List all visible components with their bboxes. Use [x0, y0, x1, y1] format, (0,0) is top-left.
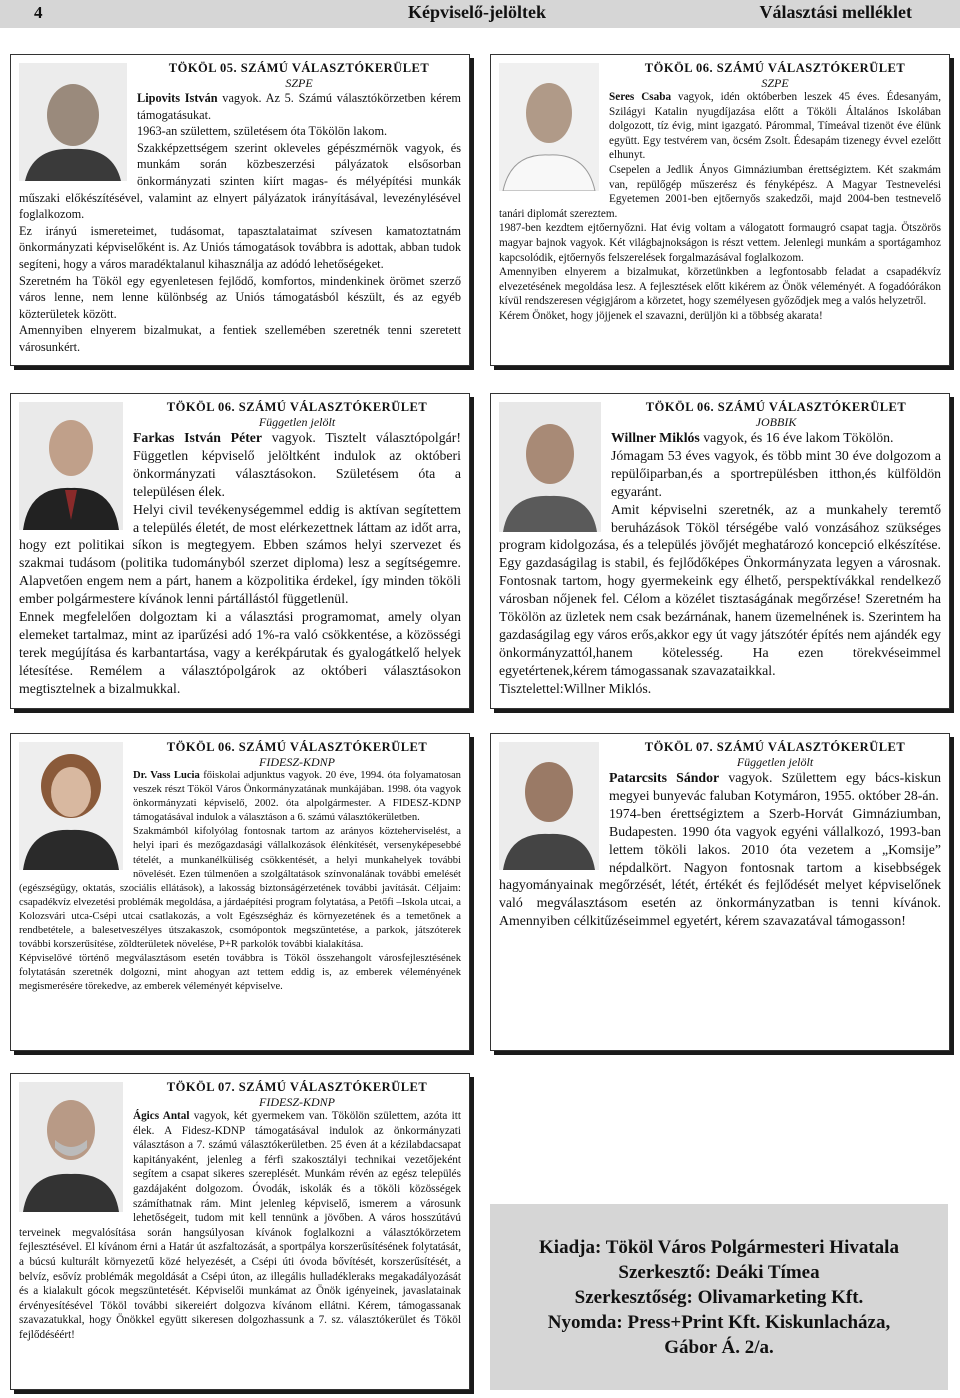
- candidate-box-agics: [10, 1073, 470, 1390]
- candidate-name: Seres Csaba: [609, 91, 672, 103]
- imprint-editorial-office: Szerkesztőség: Olivamarketing Kft.: [574, 1286, 864, 1308]
- candidate-text: Willner Miklós vagyok, és 16 éve lakom Tökölön. Jómagam 53 éves vagyok, és több mint 30 éve dolgozom a repülőiparban,és a sportrepülésben itthon,és külföldön egyaránt. Amit képviselni szeretnék, az a munkahely teremtő beruházások Tököl térségébe való vonzásához szükséges program kidolgozása, és a település jövőjét meghatározó koncepció elkészítése. Egy gazdaságilag is stabil, és fejlődőképes Önkormányzata legyen a városnak. Fontosnak tartom, hogy gyermekeink egy élhető, perspektívákkal rendelkező városban nőjenek fel. Célom a közélet tisztaságának megőrzése! Szeretném ha Tökölön az üzletek nem csak bezárnának, hanem üzemelnének is. Szerintem ha gazdaságilag egy város erős,akkor egy út vagy játszótér építés nem ajándék egy önkormányzattól,hanem kötelesség. Ha ezen törekvéseimmel egyetértenek,kérem támogassanak szavazataikkal. Tisztelettel:Willner Miklós.: [499, 430, 941, 696]
- page-header: [0, 0, 960, 28]
- candidate-box-willner: [490, 393, 950, 709]
- party-label: SZPE: [285, 76, 313, 90]
- candidate-photo: [19, 402, 123, 530]
- district-heading: TÖKÖL 06. SZÁMÚ VÁLASZTÓKERÜLET: [645, 400, 907, 414]
- candidate-text: Seres Csaba vagyok, idén októberben leszek 45 éves. Édesanyám, Szilágyi Katalin nyugdíjazása előtt a Tököli Általános Iskolában dolgozott, tíz évig, mint igazgató. Párommal, Tímeával tizenöt éve élünk együtt. Egy testvérem van, öcsém Zsolt. Édesapám tizenegy évvel ezelőtt elhunyt. Csepelen a Jedlik Ányos Gimnáziumban érettségiztem. Két szakmám van, repülőgép műszerész és fényképész. A Magyar Testnevelési Egyetemen 2001-ben ejtőernyős szakedzői, majd 2004-ben testnevelő tanári diplomát szereztem. 1987-ben kezdtem ejtőernyőzni. Hat évig voltam a válogatott formaugró csapat tagja. Ötszörös magyar bajnok vagyok. Két világbajnokságon is részt vettem. Jelenlegi munkám a sportágamhoz kapcsolódik, ejtőernyős felszerelések forgalmazásával foglalkozom. Amennyiben elnyerem a bizalmukat, körzetünkben a legfontosabb feladat a csapadékvíz elvezetésének megoldása lesz. A fejlesztések előtt kikérem az Önök véleményét. A fogadóórákon kívül rendszeresen végigjárom a körzetet, hogy személyesen győződjek meg a valós helyzetről. Kérem Önöket, hogy jöjjenek el szavazni, derüljön ki a többség akarata!: [499, 91, 941, 322]
- party-label: FIDESZ-KDNP: [259, 1095, 335, 1109]
- candidate-text: Dr. Vass Lucia főiskolai adjunktus vagyok. 20 éve, 1994. óta folyamatosan veszek részt Tököl Város Önkormányzatának munkájában. 1998. óta vagyok önkormányzati képviselő, 2002. óta alpolgármester. A FIDESZ-KDNP támogatásával indulok a választáson a 6. számú választókerületben. Szakmámból kifolyólag fontosnak tartom az arányos közteherviselést, a helyi ipari és mezőgazdasági vállalkozások élénkítését, versenyképesebbé tételét, a munkanélküliség csökkentését, a helyi munkahelyek további növelését. Ezen túlmenően a szolgáltatások színvonalának további emelését (egészségügy, oktatás, szociális ellátások), a lakosság biztonságérzetének további javítását. Céljaim: csapadékvíz elvezetési problémák megoldása, a járdaépítési program folytatása, a Petőfi –Iskola utcai, a Kolozsvári utca-Csépi utcai csatlakozás, a volt Egészségház és környezetének és a temetőnek a rendbetétele, a balesetveszélyes útszakaszok, csomópontok megszüntetése, a parkok, játszóterek további korszerűsítése, zöldterületek növelése, P+R parkolók további kialakítása. Képviselővé történő megválasztásom esetén továbbra is Tököl összehangolt városfejlesztésének folytatásán szeretnék dolgozni, mint ahogyan azt tettem eddig is, az emberek véleményének megismerésére törekedve, az emberek véleményét képviselve.: [19, 770, 461, 993]
- candidate-name: Farkas István Péter: [133, 430, 263, 445]
- candidate-photo: [499, 63, 599, 191]
- imprint-printer: Nyomda: Press+Print Kft. Kiskunlacháza,: [547, 1311, 891, 1333]
- section-title: Választási melléklet: [759, 2, 912, 22]
- page-title: Képviselő-jelöltek: [408, 2, 546, 22]
- candidate-text: Lipovits István vagyok. Az 5. Számú választókörzetben kérem támogatásukat. 1963-an születtem, születésem óta Tökölön lakom. Szakképzettségem szerint okleveles gépészmérnök vagyok, és munkám során közbeszerzési pályázatok elsősorban önkormányzati szinten kiírt magas- és mélyépítési munkák műszaki előkészítésével, valamint az elnyert pályázatok irányításával, levezénylésével foglalkozom. Ez irányú ismereteimet, tudásomat, tapasztalataimat szívesen kamatoztatnám önkormányzati képviselőként is. Az Uniós támogatások továbbra is adottak, abban tudok segíteni, hogy a város maradéktalanul kihasználja az adódó lehetőségeket. Szeretném ha Tököl egy egyenletesen fejlődő, komfortos, mindenkinek örömet szerző város lenne, nem lenne különbség az Uniós támogatásból készült, és az egyéb közterületek között. Amennyiben elnyerem bizalmukat, a fentiek szellemében szeretnék tenni szeretett városunkért.: [19, 91, 461, 354]
- candidate-text: Farkas István Péter vagyok. Tisztelt választópolgár! Független képviselő jelöltként indulok az októberi önkormányzati választásokon. Születésem óta a településen élek. Helyi civil tevékenységemmel eddig is aktívan segítettem a település életét, de most elérkezettnek láttam az időt arra, hogy ezt politikai síkon is megtegyem. Ebben számos helyi szervezet és szakmai tudásom (politika tudományból szerzet diploma) lesz a segítségemre. Alapvetően engem nem a párt, hanem a közpolitika érdekel, így minden tököli ember polgármestere kívánok lenni pártállástól függetlenül. Ennek megfelelően dolgoztam ki a választási programomat, amely olyan elemeket tartalmaz, mint az iparűzési adó 1%-ra való csökkentése, a közösségi terek megújítása és karbantartása, vagy a kerékpárutak és gyalogátkelő helyek létesítése. Remélem a választópolgárok az októberi választásokon megtisztelnek a bizalmukkal.: [19, 430, 461, 696]
- candidate-name: Willner Miklós: [611, 430, 700, 445]
- candidate-photo: [19, 742, 123, 870]
- candidate-box-seres: [490, 54, 950, 366]
- candidate-box-vass: [10, 733, 470, 1051]
- candidate-text: Patarcsits Sándor vagyok. Születtem egy bács-kiskun megyei bunyevác faluban Kotymáron, 1955. október 28-án. 1974-ben érettségiztem a Szerb-Horvát Gimnáziumban, Budapesten. 1990 óta vagyok egyéni vállalkozó, 1993-ban lettem tököli lakos. 2010 óta vezetem a „Komsije” népdalkört. Nagyon fontosnak tartom a kisebbségek hagyományainak megőrzését, létét, értékét és fejlődését melyet képviselőnek való megválasztásom esetén az önkormányzatban is tenni kívánok. Amennyiben célkitűzéseimmel egyetért, kérem szavazatával támogasson!: [499, 770, 941, 929]
- district-heading: TÖKÖL 07. SZÁMÚ VÁLASZTÓKERÜLET: [644, 740, 906, 754]
- candidate-photo: [19, 63, 127, 181]
- imprint-printer-address: Gábor Á. 2/a.: [664, 1336, 774, 1358]
- district-heading: TÖKÖL 07. SZÁMÚ VÁLASZTÓKERÜLET: [166, 1080, 428, 1094]
- candidate-photo: [19, 1082, 123, 1212]
- candidate-text: Ágics Antal vagyok, két gyermekem van. Tökölön születtem, azóta itt élek. A Fidesz-KDNP támogatásával indulok az önkormányzati választáson a 7. számú választókerületben. 25 éven át a kézilabdacsapat kapitányaként, jelenleg a férfi szakosztályi technikai vezetőjeként segítem a csapat sikeres szereplését. Munkám révén az egész település gazdájaként dolgozom. Óvodák, iskolák és a tököli közösségek számíthatnak rám. Mint jelenleg képviselő, ismerem a városunk lehetőségeit, tudom mit kell tennünk a jövőben. A város hosszútávú terveinek megvalósítása során hangsúlyosan kívánok foglalkozni a választókörzetem fejlesztésével. El kívánom érni a Határ út aszfaltozását, a sportpálya korszerűsítésének folytatását, a búcsú kulturált környezetű közé helyezését, a Csépi úti óvoda bővítését, korszerűsítését, a belvíz, esővíz problémák megoldását a Csépi úton, az illegális hulladékleraks megakadályozását és a kialakult gócok megszüntetését. Képviselői munkámat az Önök igényeinek, javaslatainak érvényesítésével Tököl további sikereiért dolgozva kívánom ellátni. Kérem, támogassanak szavazatukkal, hogy Önökkel együtt sikeresen dolgozhassunk a 7. sz. választókerület és Tököl fejlődéséért!: [19, 1110, 461, 1341]
- candidate-name: Dr. Vass Lucia: [133, 770, 200, 781]
- candidate-name: Lipovits István: [137, 91, 218, 105]
- imprint-publisher: Kiadja: Tököl Város Polgármesteri Hivatala: [539, 1236, 899, 1258]
- candidate-box-patarcsits: [490, 733, 950, 1051]
- district-heading: TÖKÖL 06. SZÁMÚ VÁLASZTÓKERÜLET: [644, 61, 906, 75]
- district-heading: TÖKÖL 06. SZÁMÚ VÁLASZTÓKERÜLET: [166, 400, 428, 414]
- candidate-photo: [499, 742, 599, 870]
- party-label: FIDESZ-KDNP: [259, 755, 335, 769]
- party-label: Független jelölt: [736, 755, 814, 769]
- candidate-photo: [499, 402, 601, 532]
- imprint-box: [490, 1204, 948, 1390]
- party-label: JOBBIK: [755, 415, 797, 429]
- page-number: 4: [34, 3, 43, 22]
- party-label: Független jelölt: [258, 415, 336, 429]
- imprint-editor: Szerkesztő: Deáki Tímea: [618, 1261, 820, 1283]
- district-heading: TÖKÖL 05. SZÁMÚ VÁLASZTÓKERÜLET: [168, 61, 430, 75]
- district-heading: TÖKÖL 06. SZÁMÚ VÁLASZTÓKERÜLET: [166, 740, 428, 754]
- candidate-name: Ágics Antal: [133, 1110, 190, 1122]
- candidate-box-farkas: [10, 393, 470, 709]
- candidate-box-lipovits: [10, 54, 470, 366]
- party-label: SZPE: [761, 76, 789, 90]
- candidate-name: Patarcsits Sándor: [609, 770, 720, 785]
